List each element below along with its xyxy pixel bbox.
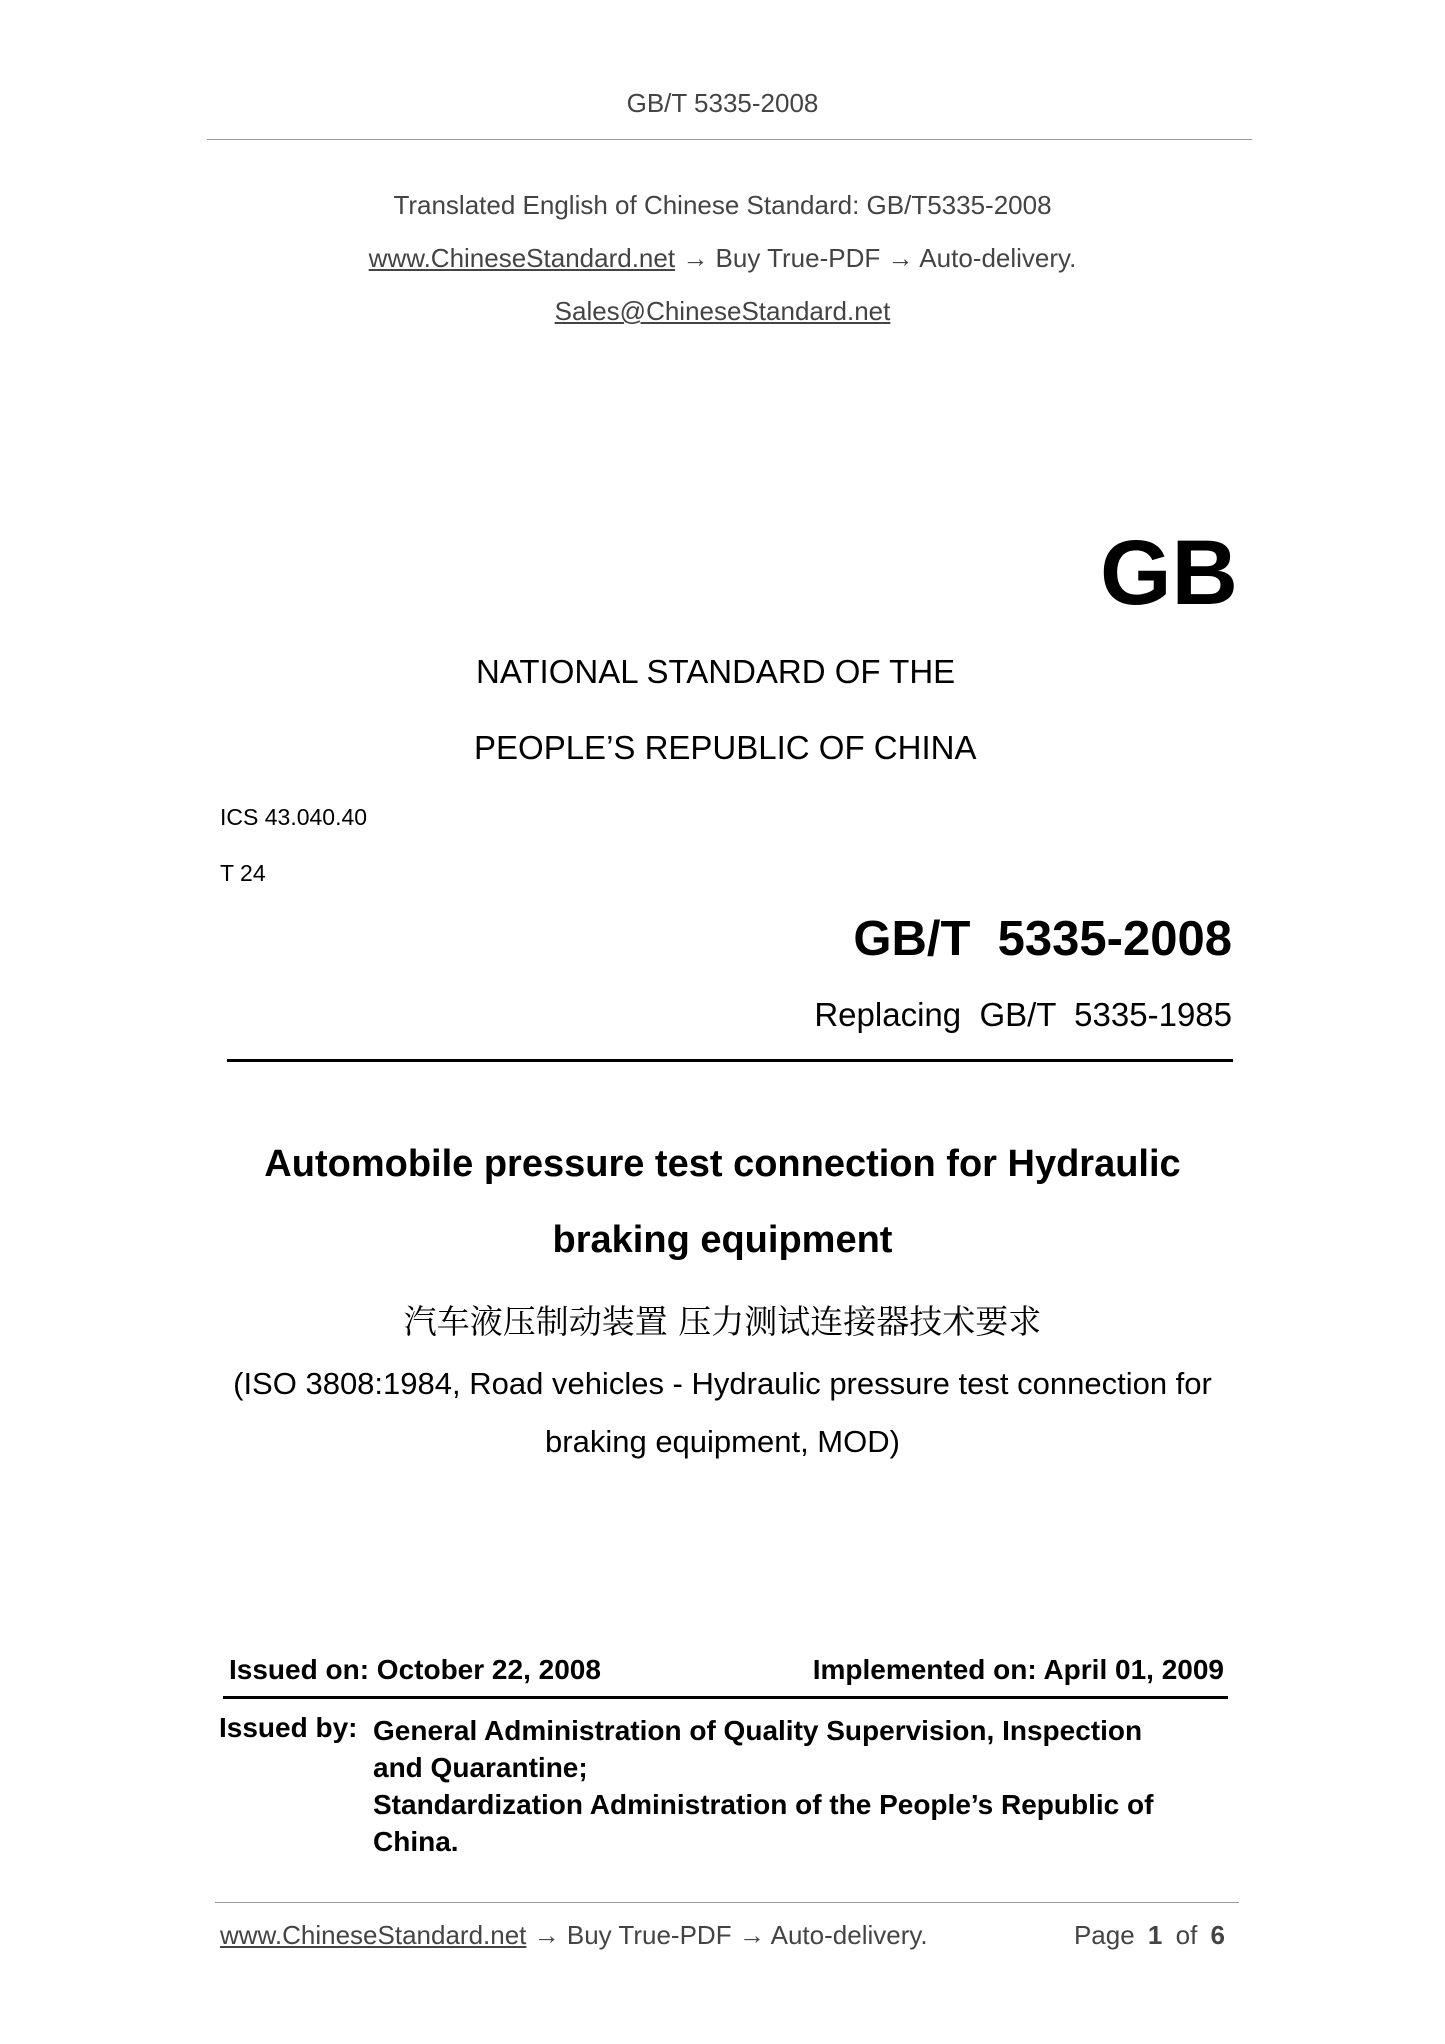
issued-on-date: Issued on: October 22, 2008 [229,1654,601,1685]
arrow-right-icon: → [887,243,914,273]
replacing-standard: Replacing GB/T 5335-1985 [814,996,1232,1033]
issuers-block [373,1712,1233,1860]
implemented-on-date: Implemented on: April 01, 2009 [812,1654,1224,1685]
footer-promo [220,1920,928,1951]
email-line [0,296,1445,327]
sales-email-link[interactable]: Sales@ChineseStandard.net [554,296,891,326]
arrow-right-icon: → [533,1920,560,1950]
issued-by-label: Issued by: [219,1712,358,1743]
footer-site-link[interactable]: www.ChineseStandard.net [220,1920,527,1950]
buy-pdf-text: Buy True-PDF [715,243,881,273]
page-total: 6 [1210,1920,1225,1950]
ics-code: ICS 43.040.40 [220,804,368,830]
issuer1-line2: and Quarantine; [373,1752,588,1783]
national-standard-line2: PEOPLE’S REPUBLIC OF CHINA [474,729,977,766]
page-indicator [1074,1920,1225,1951]
title-chinese: 汽车液压制动装置 压力测试连接器技术要求 [403,1302,1042,1341]
title-divider [227,1059,1233,1062]
title-line2: braking equipment [552,1219,893,1261]
footer-buy-text: Buy True-PDF [566,1920,732,1950]
page-current: 1 [1147,1920,1163,1950]
page-label: Page [1073,1920,1135,1950]
arrow-right-icon: → [682,243,709,273]
title-line1: Automobile pressure test connection for Hydraulic [264,1143,1181,1185]
gb-logo: GB [1100,522,1238,624]
iso-reference-line2: braking equipment, MOD) [545,1424,900,1459]
issuer2-line2: China. [373,1826,459,1857]
iso-reference-line1: (ISO 3808:1984, Road vehicles - Hydraulic pressure test connection for [233,1366,1212,1401]
page-of: of [1175,1920,1198,1950]
issuer2-line1: Standardization Administration of the People’s Republic of [373,1789,1154,1820]
header-divider [207,139,1252,140]
standard-number: GB/T 5335-2008 [853,912,1232,966]
issuer1-line1: General Administration of Quality Supervision, Inspection [373,1715,1143,1746]
t-code: T 24 [220,860,266,886]
translation-notice: Translated English of Chinese Standard: GB/T5335-2008 [393,190,1052,220]
footer-divider [215,1902,1239,1903]
running-header: GB/T 5335-2008 [626,88,819,118]
site-link[interactable]: www.ChineseStandard.net [368,243,676,273]
dates-divider [223,1696,1228,1699]
auto-delivery-text: Auto-delivery. [919,243,1077,273]
promo-line [0,243,1445,274]
footer-delivery-text: Auto-delivery. [770,1920,928,1950]
national-standard-line1: NATIONAL STANDARD OF THE [476,653,956,690]
arrow-right-icon: → [738,1920,765,1950]
